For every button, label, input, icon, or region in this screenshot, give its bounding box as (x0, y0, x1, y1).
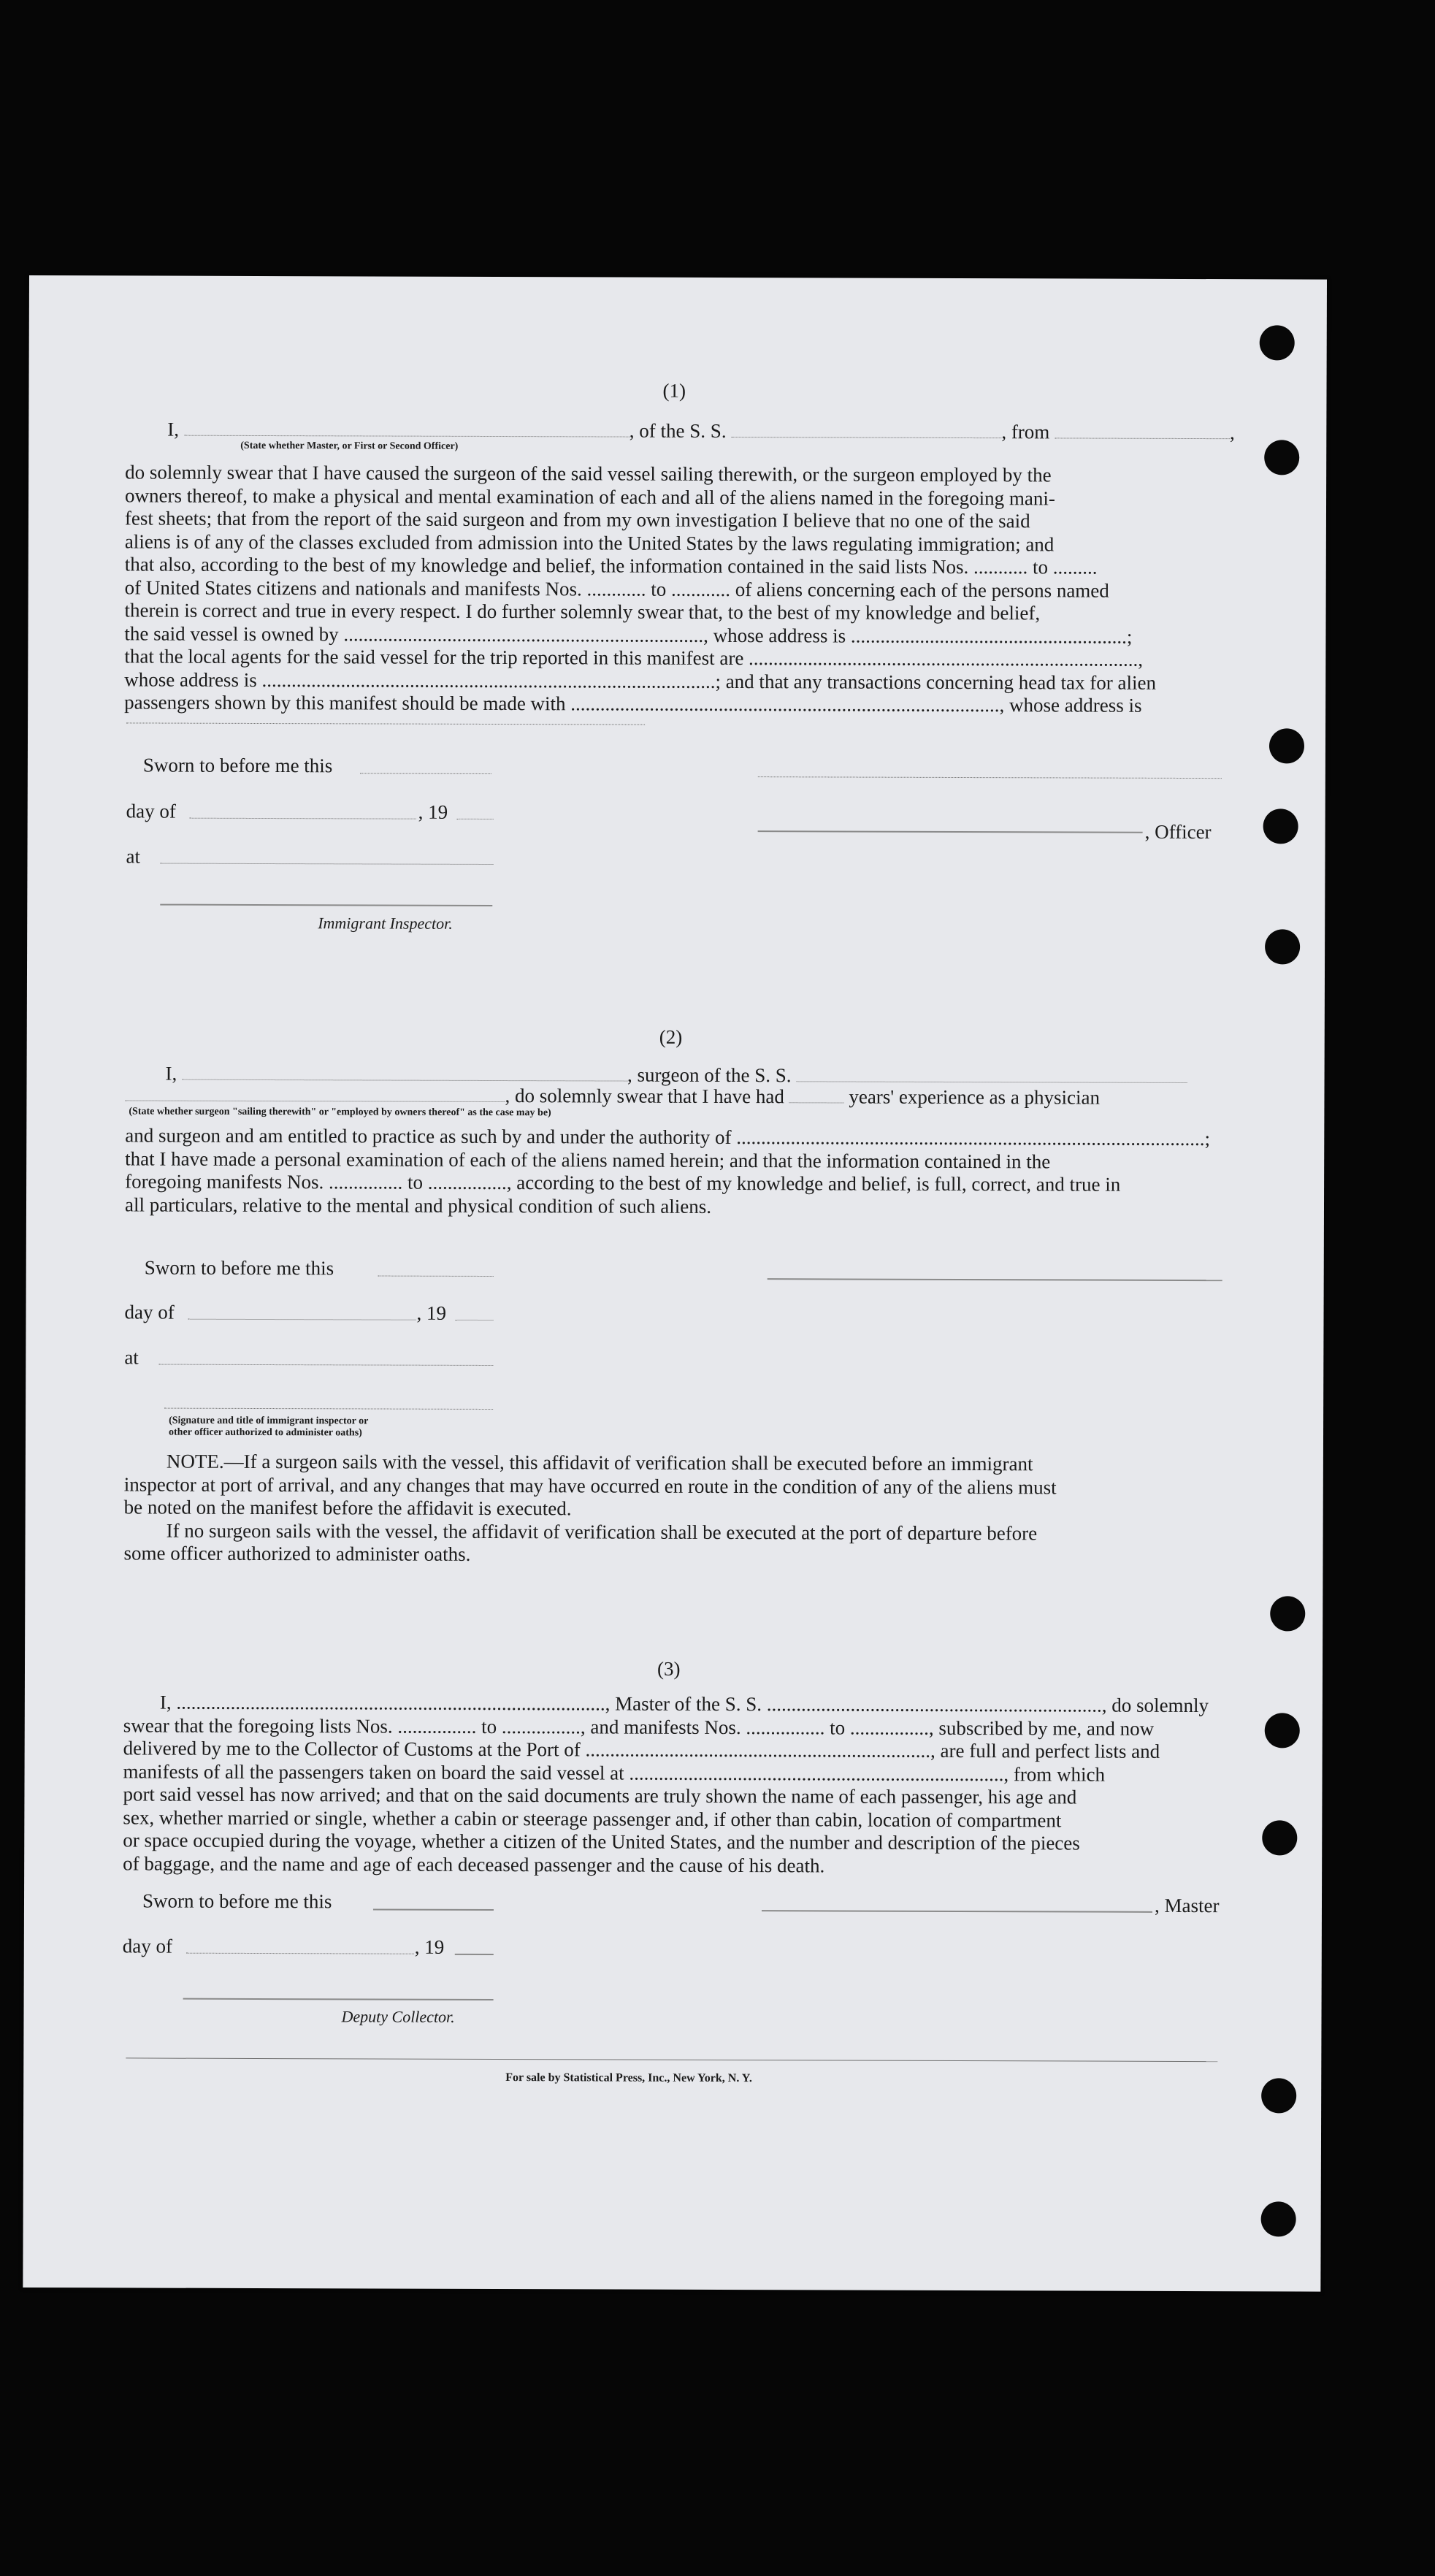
section-3-number: (3) (657, 1657, 681, 1680)
oath-line: swear that the foregoing lists Nos. ................ to ................, and manifests Nos. ................ to ................, subscribed by me, and now (123, 1713, 1155, 1740)
printer-credit: For sale by Statistical Press, Inc., New York, N. Y. (505, 2071, 752, 2085)
section-2-note (123, 1450, 1220, 1568)
from-port-field[interactable] (1055, 421, 1230, 439)
surgeon-signature-line (768, 1278, 1222, 1281)
year-label: , 19 (414, 1935, 445, 1958)
label-i: I, (165, 1062, 177, 1085)
oath-line: foregoing manifests Nos. ............... to ................, according to the best of my knowledge and belief, is full, correct, and true in (125, 1170, 1121, 1196)
day-of-field[interactable] (188, 1319, 416, 1321)
year-label: , 19 (416, 1302, 447, 1324)
surgeon-status-field[interactable] (125, 1084, 505, 1102)
oath-line: and surgeon and am entitled to practice as such by and under the authority of ...............................................................................................; (125, 1124, 1211, 1150)
oath-line: I, ......................................................................................., Master of the S. S. ...................................................................., do solemnly (159, 1691, 1209, 1717)
section-1-first-line: I, , of the S. S. , from , (167, 418, 1235, 444)
binder-hole (1263, 809, 1298, 844)
oath-line: whose address is ............................................................................................; and that any transactions concerning head tax for alien (124, 668, 1157, 694)
footer-rule (126, 2057, 1217, 2062)
oath-line: that also, according to the best of my knowledge and belief, the information contained in the said lists Nos. ........... to ......... (124, 553, 1098, 578)
sworn-date-field[interactable] (360, 773, 491, 774)
oath-line: therein is correct and true in every respect. I do further solemnly swear that, to the best of my knowledge and belief, (124, 599, 1041, 624)
sworn-date-field[interactable] (378, 1276, 494, 1277)
binder-hole (1261, 2201, 1296, 2236)
officer-signature-field[interactable] (758, 776, 1222, 779)
label-surgeon: , surgeon of the S. S. (627, 1063, 792, 1087)
inspector-signature-field[interactable] (164, 1408, 493, 1410)
label-from: , from (1001, 421, 1050, 443)
note-line: If no surgeon sails with the vessel, the affidavit of verification shall be executed at the port of departure before (166, 1519, 1038, 1544)
at-label: at (124, 1346, 139, 1369)
at-field[interactable] (160, 863, 493, 865)
binder-hole (1269, 728, 1304, 763)
inspector-label: Immigrant Inspector. (318, 914, 453, 933)
year-line (455, 1954, 494, 1955)
binder-hole (1265, 929, 1300, 964)
binder-hole (1262, 1820, 1297, 1855)
oath-line: passengers shown by this manifest should be made with ......................................................................................., whose address is (124, 691, 1142, 716)
day-of-field[interactable] (190, 818, 416, 819)
sworn-date-line (373, 1908, 494, 1911)
oath-line: that I have made a personal examination of each of the aliens named herein; and that the information contained in the (125, 1147, 1051, 1172)
oath-line: owners thereof, to make a physical and mental examination of each and all of the aliens named in the foregoing mani- (125, 484, 1055, 509)
note-line: be noted on the manifest before the affidavit is executed. (123, 1496, 572, 1520)
surgeon-status-note: (State whether surgeon "sailing therewith" or "employed by owners thereof" as the case may be) (129, 1106, 551, 1119)
master-signature-line (762, 1910, 1152, 1913)
note-line: NOTE.—If a surgeon sails with the vessel, this affidavit of verification shall be executed before an immigrant (166, 1450, 1033, 1475)
day-of-label: day of (126, 800, 176, 822)
section-1-oath-text (124, 461, 1220, 717)
sworn-label: Sworn to before me this (142, 754, 333, 777)
oath-line: that the local agents for the said vessel for the trip reported in this manifest are ..............................................................................., (124, 645, 1144, 670)
day-of-field[interactable] (186, 1953, 414, 1954)
deputy-signature-line (183, 1998, 494, 2000)
oath-line: fest sheets; that from the report of the said surgeon and from my own investigation I believe that no one of the said (124, 507, 1030, 532)
label-i: I, (167, 418, 180, 440)
at-field[interactable] (158, 1364, 493, 1366)
at-label: at (126, 845, 141, 868)
deputy-collector-label: Deputy Collector. (341, 2007, 455, 2026)
oath-line: all particulars, relative to the mental and physical condition of such aliens. (124, 1193, 712, 1218)
vessel-name-field[interactable] (731, 421, 1001, 438)
section-1-number: (1) (662, 379, 686, 402)
inspector-signature-line (160, 904, 492, 906)
day-of-label: day of (122, 1935, 173, 1957)
officer-line (758, 830, 1143, 833)
binder-hole (1264, 440, 1299, 475)
years-field[interactable] (789, 1086, 844, 1103)
address-field[interactable] (126, 722, 645, 725)
note-line: some officer authorized to administer oaths. (123, 1542, 471, 1565)
year-label: , 19 (418, 800, 448, 823)
label-years: years' experience as a physician (849, 1085, 1101, 1109)
officer-name-field[interactable] (184, 419, 630, 437)
section-2-oath-text (125, 1124, 1220, 1220)
oath-line: do solemnly swear that I have caused the surgeon of the said vessel sailing therewith, or the surgeon employed by the (125, 461, 1052, 486)
section-2-second-line (125, 1083, 1100, 1109)
day-of-label: day of (124, 1301, 175, 1323)
oath-line: or space occupied during the voyage, whether a citizen of the United States, and the number and description of the pieces (123, 1829, 1080, 1854)
binder-hole (1265, 1713, 1300, 1748)
signature-note-1: (Signature and title of immigrant inspector or (169, 1415, 369, 1427)
oath-line: delivered by me to the Collector of Customs at the Port of ......................................................................, are full and perfect lists and (123, 1737, 1160, 1762)
sworn-label: Sworn to before me this (144, 1256, 334, 1280)
binder-hole (1261, 2078, 1296, 2113)
year-field[interactable] (456, 1320, 494, 1321)
oath-line: aliens is of any of the classes excluded from admission into the United States by the laws regulating immigration; and (124, 530, 1055, 555)
signature-note-2: other officer authorized to administer oaths) (169, 1426, 362, 1439)
binder-hole (1270, 1596, 1305, 1631)
note-line: inspector at port of arrival, and any changes that may have occurred en route in the condition of any of the aliens must (123, 1472, 1057, 1498)
sworn-label: Sworn to before me this (142, 1889, 332, 1913)
oath-line: manifests of all the passengers taken on board the said vessel at ............................................................................, from which (123, 1759, 1106, 1786)
officer-label: , Officer (1144, 820, 1212, 844)
officer-rank-note: (State whether Master, or First or Second Officer) (240, 440, 459, 452)
label-swear: , do solemnly swear that I have had (505, 1085, 784, 1108)
label-of-ss: , of the S. S. (629, 419, 727, 442)
oath-line: port said vessel has now arrived; and that on the said documents are truly shown the name of each passenger, his age and (123, 1783, 1077, 1808)
oath-line: of United States citizens and nationals and manifests Nos. ............ to ............ of aliens concerning each of the persons named (124, 576, 1109, 602)
oath-line: of baggage, and the name and age of each deceased passenger and the cause of his death. (123, 1851, 825, 1876)
oath-line: the said vessel is owned by ........................................................................., whose address is ........................................................; (124, 622, 1133, 648)
oath-line: sex, whether married or single, whether a cabin or steerage passenger and, if other than cabin, location of compartment (123, 1805, 1062, 1831)
manifest-page (23, 275, 1327, 2292)
binder-hole (1260, 325, 1295, 360)
surgeon-name-field[interactable] (182, 1063, 627, 1082)
surgeon-vessel-field[interactable] (796, 1065, 1187, 1083)
section-2-number: (2) (659, 1025, 683, 1048)
master-label: , Master (1154, 1894, 1220, 1917)
section-3-oath-text (123, 1691, 1220, 1879)
